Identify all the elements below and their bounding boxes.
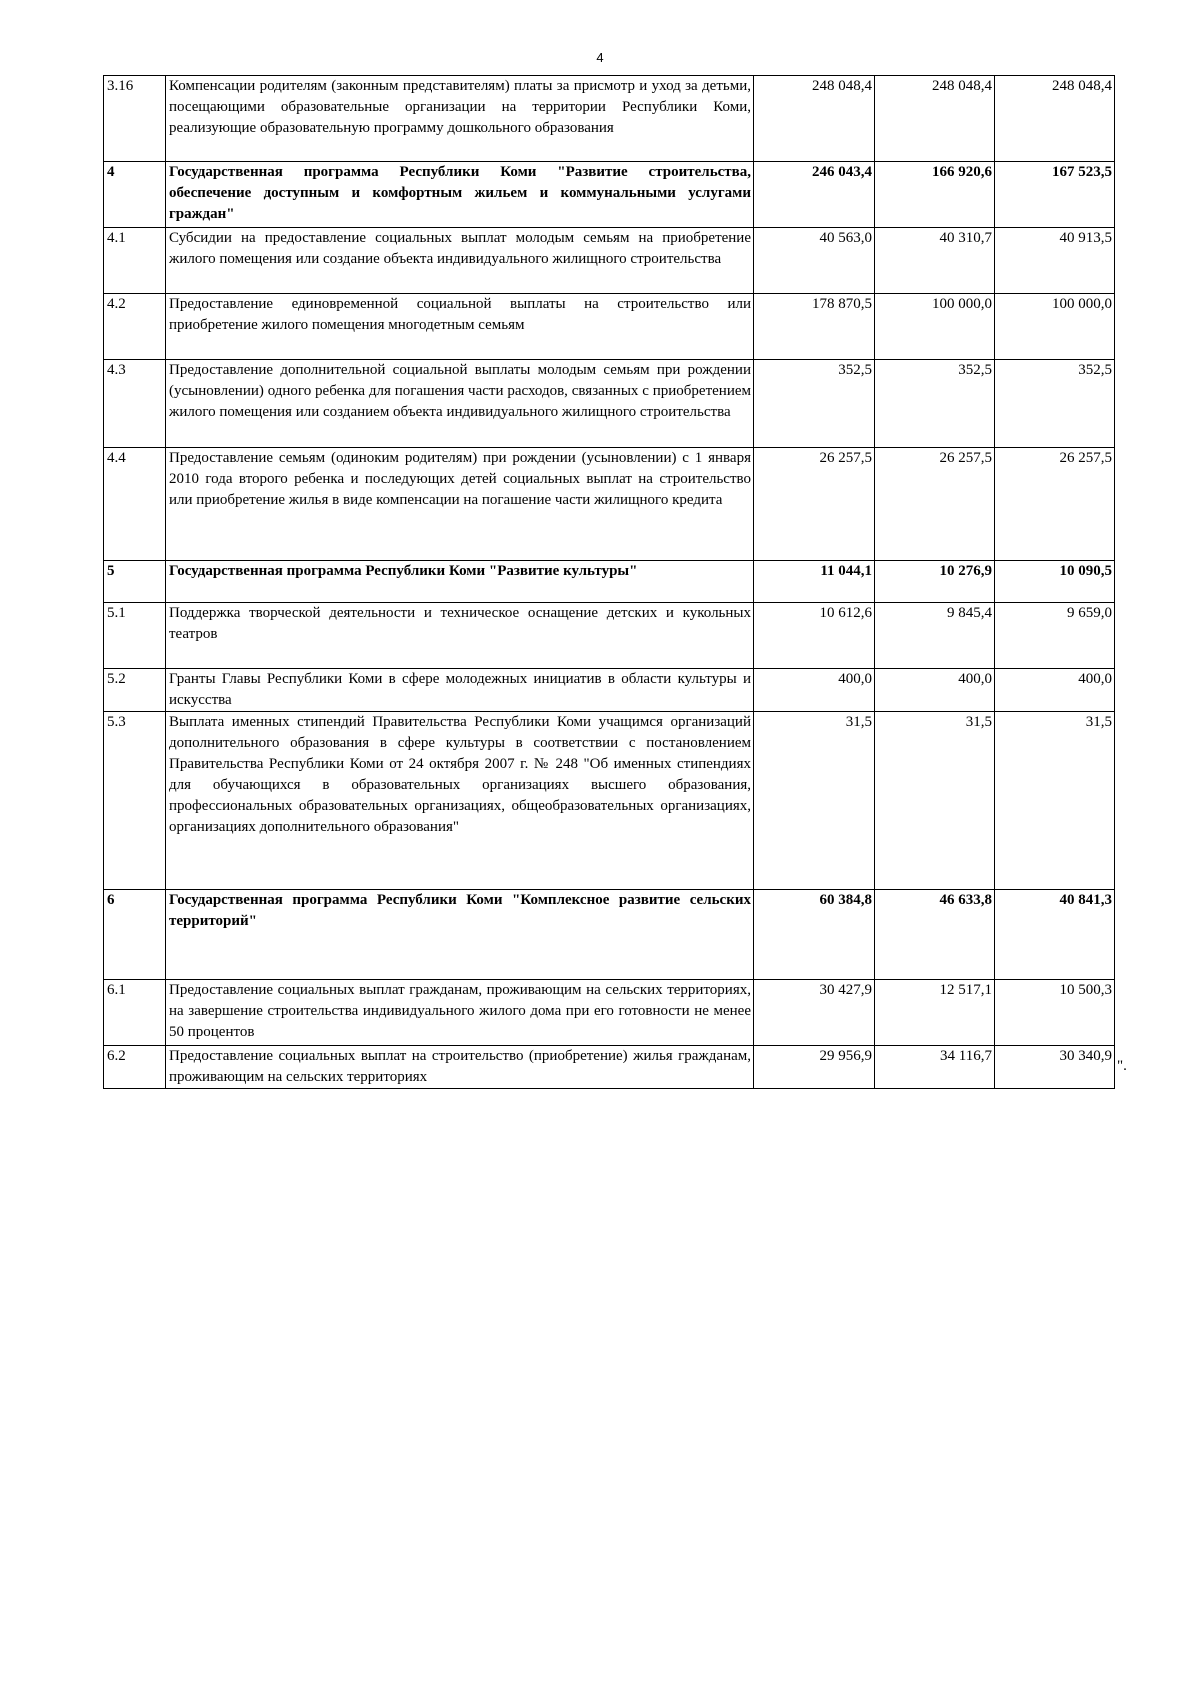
page-number: 4 <box>596 50 604 65</box>
row-number: 6.1 <box>104 980 166 1046</box>
table-row <box>104 294 1115 360</box>
row-value-1: 40 563,0 <box>754 228 875 294</box>
row-value-3: 30 340,9 <box>995 1046 1115 1089</box>
row-value-2: 31,5 <box>875 712 995 890</box>
row-description: Предоставление семьям (одиноким родителям) при рождении (усыновлении) с 1 января 2010 года второго ребенка и последующих детей социальных выплат на строительство или приобретение жилья в виде компенсации на погашение части жилищного кредита <box>166 448 754 561</box>
row-value-3: 10 090,5 <box>995 561 1115 603</box>
row-description: Выплата именных стипендий Правительства Республики Коми учащимся организаций дополнительного образования в сфере культуры в соответствии с постановлением Правительства Республики Коми от 24 октября 2007 г. № 248 "Об именных стипендиях для обучающихся в образовательных организациях высшего образования, профессиональных образовательных организациях, общеобразовательных организациях, организациях дополнительного образования" <box>166 712 754 890</box>
row-number: 4 <box>104 162 166 228</box>
row-value-2: 46 633,8 <box>875 890 995 980</box>
table-row <box>104 76 1115 162</box>
row-number: 4.1 <box>104 228 166 294</box>
table-row <box>104 162 1115 228</box>
row-value-3: 31,5 <box>995 712 1115 890</box>
row-value-3: 40 841,3 <box>995 890 1115 980</box>
row-value-3: 10 500,3 <box>995 980 1115 1046</box>
row-value-2: 166 920,6 <box>875 162 995 228</box>
row-value-2: 34 116,7 <box>875 1046 995 1089</box>
table-row <box>104 228 1115 294</box>
row-value-2: 10 276,9 <box>875 561 995 603</box>
row-value-2: 12 517,1 <box>875 980 995 1046</box>
row-value-1: 31,5 <box>754 712 875 890</box>
row-value-1: 178 870,5 <box>754 294 875 360</box>
row-value-2: 400,0 <box>875 669 995 712</box>
row-value-2: 40 310,7 <box>875 228 995 294</box>
closing-quote: ". <box>1117 1058 1127 1074</box>
row-number: 4.2 <box>104 294 166 360</box>
row-description: Субсидии на предоставление социальных выплат молодым семьям на приобретение жилого помещения или создание объекта индивидуального жилищного строительства <box>166 228 754 294</box>
row-value-3: 9 659,0 <box>995 603 1115 669</box>
row-value-1: 246 043,4 <box>754 162 875 228</box>
row-number: 4.4 <box>104 448 166 561</box>
table-row <box>104 980 1115 1046</box>
row-value-2: 352,5 <box>875 360 995 448</box>
row-number: 4.3 <box>104 360 166 448</box>
row-description: Государственная программа Республики Коми "Развитие культуры" <box>166 561 754 603</box>
row-number: 5.2 <box>104 669 166 712</box>
row-value-3: 167 523,5 <box>995 162 1115 228</box>
row-value-2: 26 257,5 <box>875 448 995 561</box>
row-value-3: 352,5 <box>995 360 1115 448</box>
row-description: Государственная программа Республики Коми "Развитие строительства, обеспечение доступным и комфортным жильем и коммунальными услугами граждан" <box>166 162 754 228</box>
row-value-1: 11 044,1 <box>754 561 875 603</box>
row-value-3: 248 048,4 <box>995 76 1115 162</box>
table-row <box>104 890 1115 980</box>
row-number: 5.3 <box>104 712 166 890</box>
row-value-1: 60 384,8 <box>754 890 875 980</box>
row-number: 6 <box>104 890 166 980</box>
table-row <box>104 360 1115 448</box>
row-value-3: 40 913,5 <box>995 228 1115 294</box>
table-row <box>104 1046 1115 1089</box>
row-description: Компенсации родителям (законным представителям) платы за присмотр и уход за детьми, посещающими образовательные организации на территории Республики Коми, реализующие образовательную программу дошкольного образования <box>166 76 754 162</box>
table-row <box>104 712 1115 890</box>
row-description: Государственная программа Республики Коми "Комплексное развитие сельских территорий" <box>166 890 754 980</box>
row-value-2: 248 048,4 <box>875 76 995 162</box>
row-value-1: 352,5 <box>754 360 875 448</box>
table-row <box>104 561 1115 603</box>
row-description: Предоставление единовременной социальной выплаты на строительство или приобретение жилого помещения многодетным семьям <box>166 294 754 360</box>
row-value-1: 10 612,6 <box>754 603 875 669</box>
row-number: 5 <box>104 561 166 603</box>
row-value-1: 30 427,9 <box>754 980 875 1046</box>
row-value-3: 26 257,5 <box>995 448 1115 561</box>
row-value-1: 248 048,4 <box>754 76 875 162</box>
row-value-3: 400,0 <box>995 669 1115 712</box>
row-description: Поддержка творческой деятельности и техническое оснащение детских и кукольных театров <box>166 603 754 669</box>
row-value-1: 26 257,5 <box>754 448 875 561</box>
row-value-3: 100 000,0 <box>995 294 1115 360</box>
table-row <box>104 603 1115 669</box>
row-value-1: 400,0 <box>754 669 875 712</box>
row-number: 3.16 <box>104 76 166 162</box>
row-number: 6.2 <box>104 1046 166 1089</box>
row-value-1: 29 956,9 <box>754 1046 875 1089</box>
row-description: Гранты Главы Республики Коми в сфере молодежных инициатив в области культуры и искусства <box>166 669 754 712</box>
table-row <box>104 669 1115 712</box>
row-value-2: 100 000,0 <box>875 294 995 360</box>
budget-table <box>103 75 1115 1089</box>
row-description: Предоставление социальных выплат на строительство (приобретение) жилья гражданам, проживающим на сельских территориях <box>166 1046 754 1089</box>
row-description: Предоставление дополнительной социальной выплаты молодым семьям при рождении (усыновлении) одного ребенка для погашения части расходов, связанных с приобретением жилого помещения или созданием объекта индивидуального жилищного строительства <box>166 360 754 448</box>
table-row <box>104 448 1115 561</box>
row-number: 5.1 <box>104 603 166 669</box>
row-description: Предоставление социальных выплат гражданам, проживающим на сельских территориях, на завершение строительства индивидуального жилого дома при его готовности не менее 50 процентов <box>166 980 754 1046</box>
row-value-2: 9 845,4 <box>875 603 995 669</box>
